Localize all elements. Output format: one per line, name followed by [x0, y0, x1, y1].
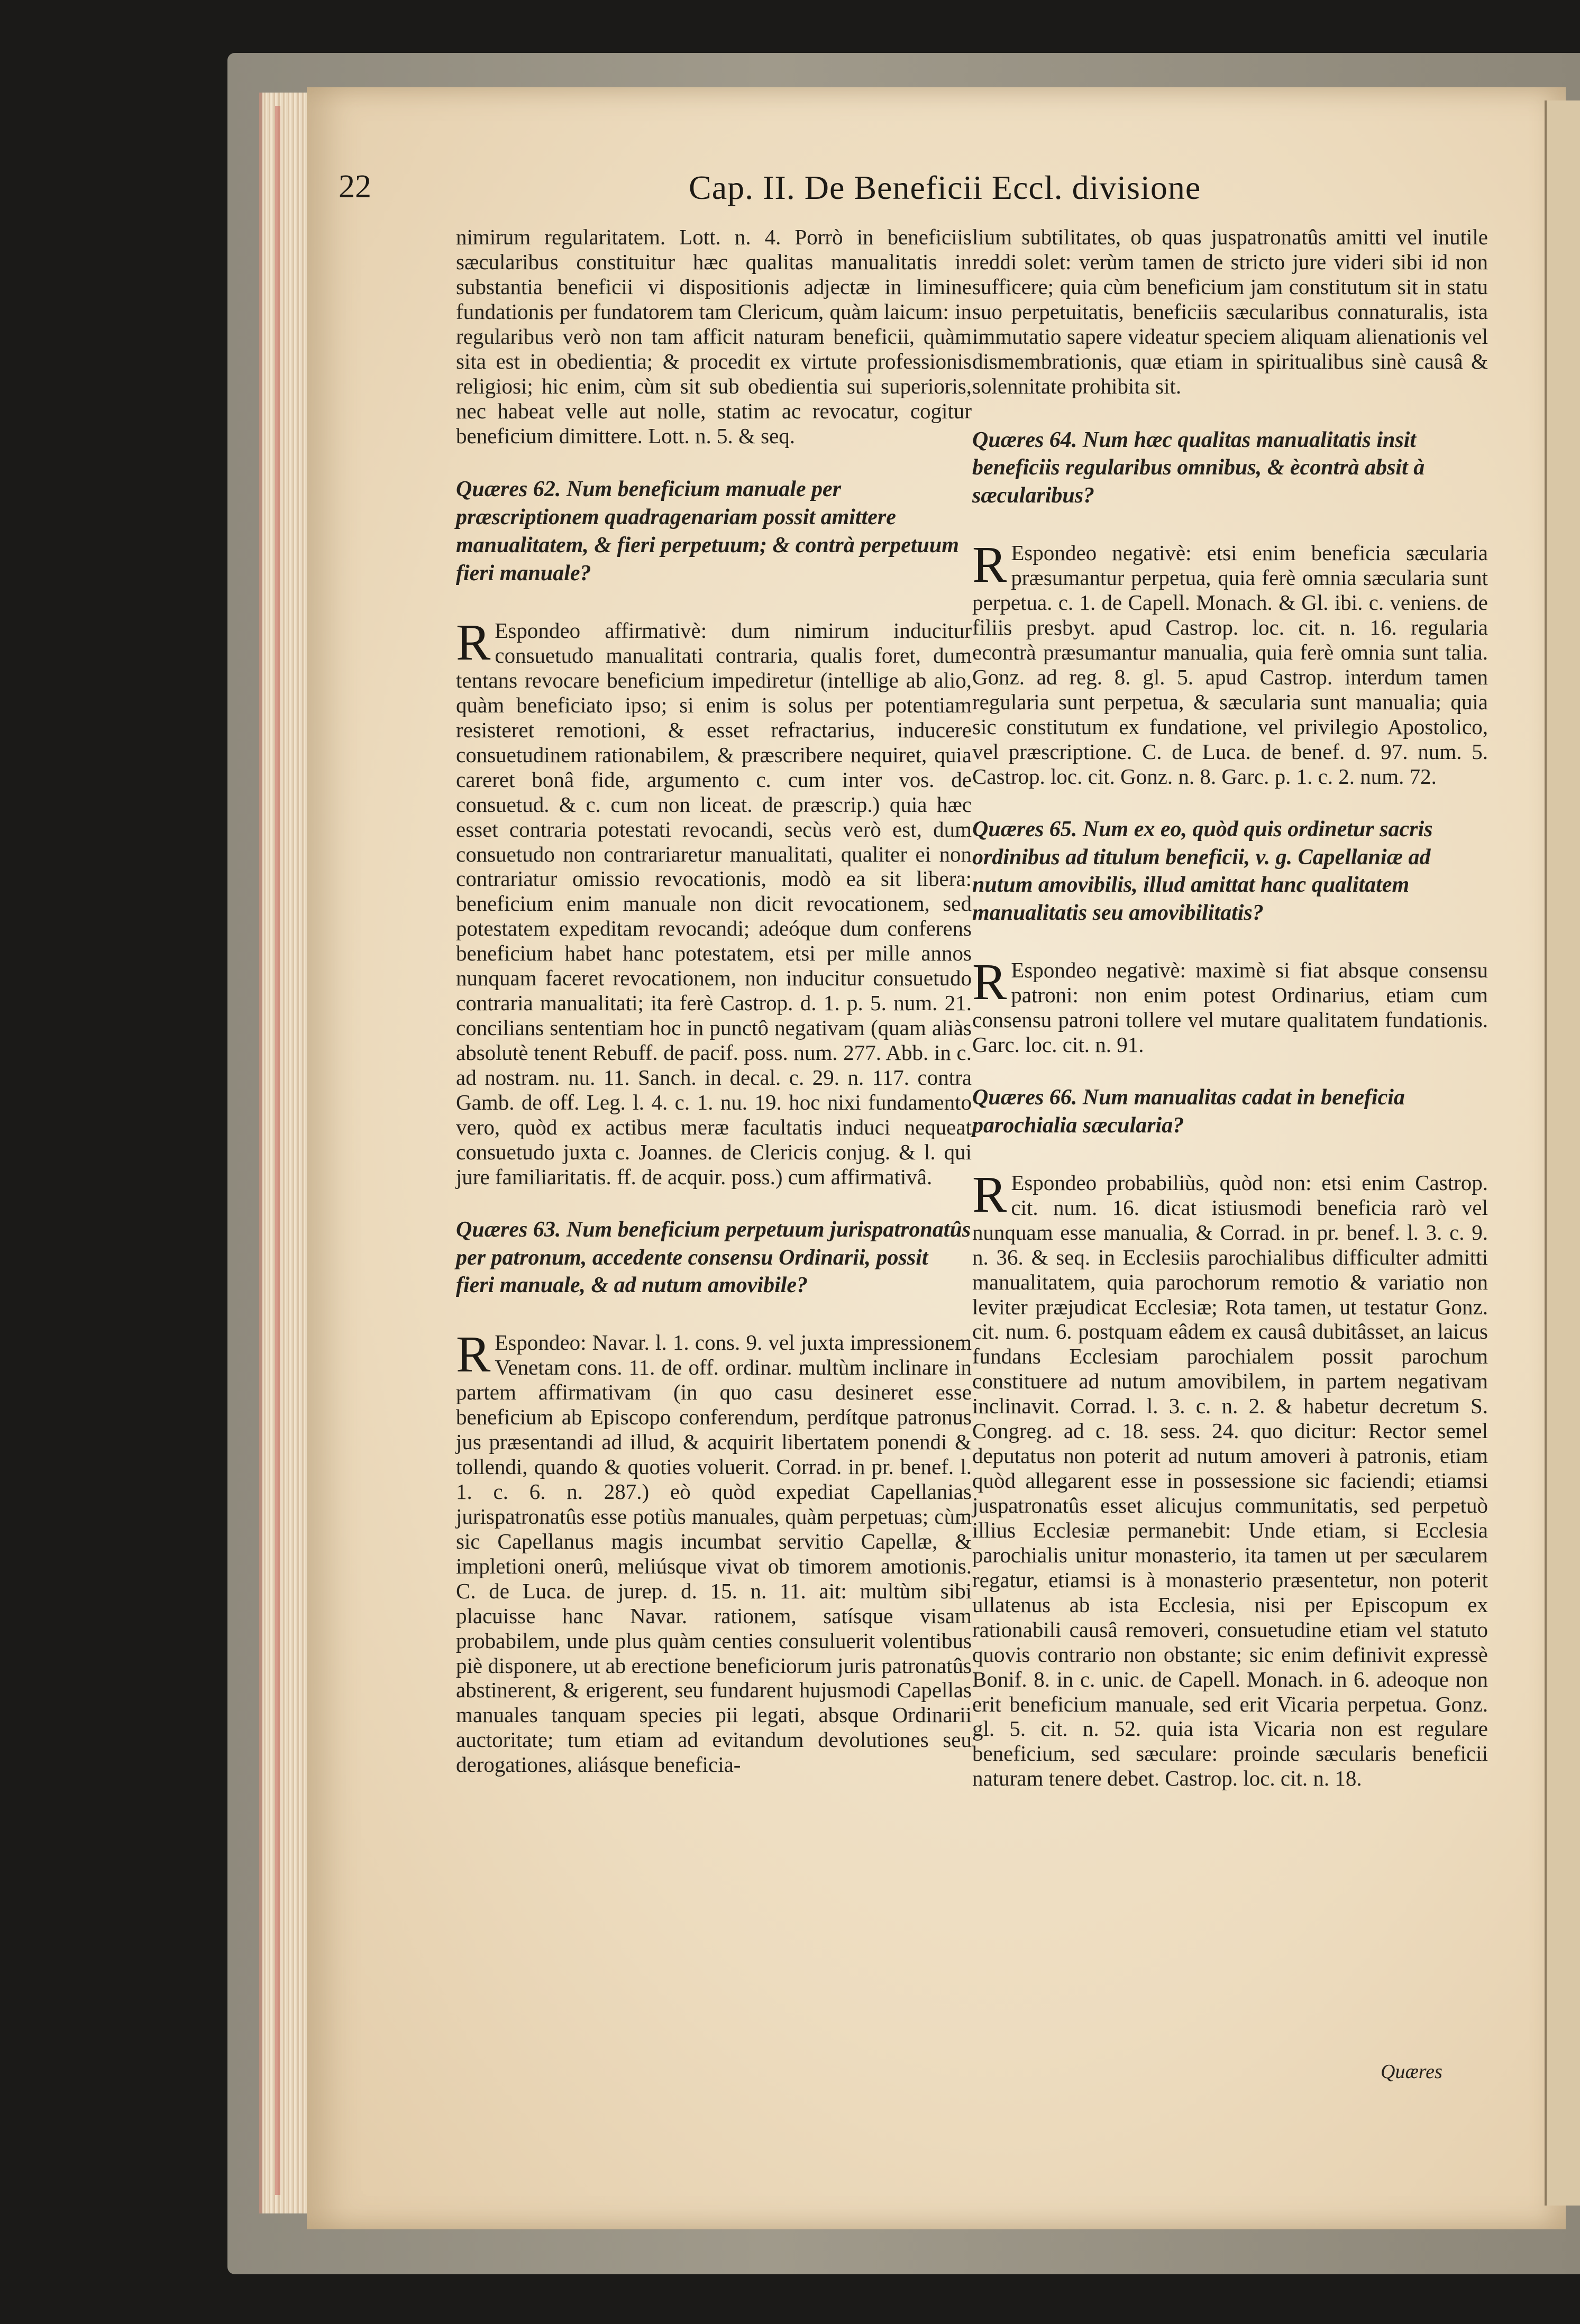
response-text: Espondeo affirmativè: dum nimirum inducitur consuetudo manualitati contraria, qualis foret, dum tentans revocare beneficium impediretur (intellige ab alio, quàm beneficiato ipso; si enim is solus per potentiam resisteret remotioni, & esset refractarius, inducere consuetudinem rationabilem, & præscribere nequiret, quia careret bonâ fide, argumento c. cum inter vos. de consuetud. & c. cum non liceat. de præscrip.) quia hæc esset contraria potestati revocandi, secùs verò est, dum consuetudo non contrariaretur manualitati, qualiter ei non contrariatur omissio revocationis, modò ea sit libera: beneficium enim manuale non dicit revocationem, sed potestatem expeditam revocandi; adeóque dum conferens beneficium habet hanc potestatem, etsi per mille annos nunquam faceret revocationem, non inducitur consuetudo contraria manualitati; ita ferè Castrop. d. 1. p. 5. num. 21. concilians sententiam hoc in punctô negativam (quam aliàs absolutè tenent Rebuff. de pacif. poss. num. 277. Abb. in c. ad nostram. nu. 11. Sanch. in decal. c. 29. n. 117. contra Gamb. de off. Leg. l. 4. c. 1. nu. 19. hoc nixi fundamento vero, quòd ex actibus meræ facultatis induci nequeat consuetudo juxta c. Joannes. de Clericis conjug. & l. qui jure familiaritatis. ff. de acquir. poss.) cum affirmativâ. — [456, 618, 972, 1189]
response-64 — [972, 536, 1488, 789]
question-label: Quæres 65. — [972, 817, 1077, 841]
response-62 — [456, 614, 972, 1190]
question-label: Quæres 62. — [456, 477, 561, 502]
page-header — [339, 168, 1534, 226]
catchword: Quæres — [1381, 2061, 1442, 2083]
response-text: Espondeo negativè: etsi enim beneficia sæcularia præsumantur perpetua, quia ferè omnia sæcularia sunt perpetua. c. 1. de Capell. Monach. & Gl. ibi. c. veniens. de filiis presbyt. apud Castrop. loc. cit. n. 16. regularia econtrà præsumantur manualia, quia ferè omnia sunt talia. Gonz. ad reg. 8. gl. 5. apud Castrop. interdum tamen regularia sunt perpetua, & sæcularia sunt manualia; quia sic constitutum ex fundatione, vel privilegio Apostolico, vel præscriptione. C. de Luca. de benef. d. 97. num. 5. Castrop. loc. cit. Gonz. n. 8. Garc. p. 1. c. 2. num. 72. — [972, 541, 1488, 789]
question-63 — [456, 1216, 972, 1300]
drop-cap: R — [972, 536, 1007, 594]
question-label: Quæres 66. — [972, 1085, 1077, 1110]
drop-cap: R — [972, 1166, 1007, 1223]
question-text: Num hæc qualitas manualitatis insit beneficiis regularibus omnibus, & ècontrà absit à sæcularibus? — [972, 427, 1425, 508]
question-label: Quæres 63. — [456, 1217, 561, 1242]
drop-cap: R — [972, 954, 1007, 1011]
question-66 — [972, 1084, 1488, 1140]
response-63 — [456, 1326, 972, 1777]
question-65 — [972, 816, 1488, 928]
right-column — [972, 225, 1488, 2108]
page-number: 22 — [339, 169, 371, 205]
paragraph-continuation: nimirum regularitatem. Lott. n. 4. Porrò in beneficiis sæcularibus constituitur hæc qualitas manualitatis in substantia beneficii vi dispositionis adjectæ in limine fundationis per fundatorem tam Clericum, quàm laicum: in regularibus verò non tam afficit naturam beneficii, quàm sita est in obedientia; & procedit ex virtute professionis religiosi; hic enim, cùm sit sub obedientia sui superioris, nec habeat velle aut nolle, statim ac revocatur, cogitur beneficium dimittere. Lott. n. 5. & seq. — [456, 225, 972, 448]
facing-page-edge — [1545, 100, 1580, 2206]
drop-cap: R — [456, 1326, 491, 1384]
response-text: Espondeo probabiliùs, quòd non: etsi enim Castrop. cit. num. 16. dicat istiusmodi beneficia rarò vel nunquam esse manualia, & Corrad. in pr. benef. l. 3. c. 9. n. 36. & seq. in Ecclesiis parochialibus difficulter admitti manualitatem, quia parochorum remotio & variatio non leviter præjudicat Ecclesiæ; Rota tamen, ut testatur Gonz. cit. num. 6. postquam eâdem ex causâ dubitâsset, an laicus fundans Ecclesiam parochialem possit parochum constituere ad nutum amovibilem, in partem negativam inclinavit. Corrad. l. 3. c. n. 2. & habetur decretum S. Congreg. ad c. 18. sess. 24. quo dicitur: Rector semel deputatus non poterit ad nutum amoveri à patronis, etiam quòd allegarent esse in possessione sic faciendi; etiamsi juspatronatûs esset alicujus communitatis, sed perpetuò illius Ecclesiæ permanebit: Unde etiam, si Ecclesia parochialis unitur monasterio, ita tamen ut per sæcularem regatur, etiamsi is à monasterio præsentetur, non poterit ullatenus ab ista Ecclesia, nisi per Episcopum ex rationabili causâ removeri, consuetudine etiam vel statuto quovis contrario non obstante; sic enim definivit expressè Bonif. 8. in c. unic. de Capell. Monach. in 6. adeoque non erit beneficium manuale, sed erit Vicaria perpetua. Gonz. gl. 5. cit. n. 52. quia ista Vicaria non est regulare beneficium, sed sæculare: proinde sæcularis beneficii naturam tenere debet. Castrop. loc. cit. n. 18. — [972, 1170, 1488, 1791]
question-text: Num beneficium manuale per præscriptionem quadragenariam possit amittere manualitatem, & fieri perpetuum; & contrà perpetuum fieri manuale? — [456, 477, 959, 586]
response-text: Espondeo: Navar. l. 1. cons. 9. vel juxta impressionem Venetam cons. 11. de off. ordinar. multùm inclinare in partem affirmativam (in quo casu desineret esse beneficium ab Episcopo conferendum, perdítque patronus jus præsentandi ad illud, & acquirit libertatem ponendi & tollendi, quando & quoties voluerit. Corrad. in pr. benef. l. 1. c. 6. n. 287.) eò quòd expediat Capellanias jurispatronatûs esse potiùs manuales, quàm perpetuas; cùm sic Capellanus magis incumbat servitio Capellæ, & impletioni onerû, meliúsque vivat ob timorem amotionis. C. de Luca. de jurep. d. 15. n. 11. ait: multùm sibi placuisse hanc Navar. rationem, satísque visam probabilem, unde plus quàm centies consuluerit volentibus piè disponere, ut ab erectione beneficiorum juris patronatûs abstinerent, & erigerent, seu fundarent hujusmodi Capellas manuales tanquam species pii legati, absque Ordinarii auctoritate; tum etiam ad evitandum devolutiones seu derogationes, aliásque beneficia- — [456, 1330, 972, 1777]
response-66 — [972, 1166, 1488, 1791]
drop-cap: R — [456, 614, 491, 672]
left-column — [456, 225, 972, 2108]
question-text: Num manualitas cadat in beneficia parochialia sæcularia? — [972, 1085, 1405, 1138]
paragraph-continuation: lium subtilitates, ob quas juspatronatûs amitti vel inutile reddi solet: verùm tamen de stricto jure videri sibi id non sufficere; quia cùm beneficium jam constitutum sit in statu suo perpetuitatis, beneficiis sæcularibus connaturalis, ista immutatio sapere videatur speciem aliquam alienationis vel dismembrationis, quæ etiam in spiritualibus sinè causâ & solennitate prohibita sit. — [972, 225, 1488, 398]
question-label: Quæres 64. — [972, 427, 1077, 452]
response-65 — [972, 954, 1488, 1057]
question-text: Num ex eo, quòd quis ordinetur sacris ordinibus ad titulum beneficii, v. g. Capellaniæ ad nutum amovibilis, illud amittat hanc qualitatem manualitatis seu amovibilitatis? — [972, 817, 1433, 926]
question-64 — [972, 426, 1488, 510]
response-text: Espondeo negativè: maximè si fiat absque consensu patroni: non enim potest Ordinarius, etiam cum consensu patroni tollere vel mutare qualitatem fundationis. Garc. loc. cit. n. 91. — [972, 958, 1488, 1057]
question-62 — [456, 475, 972, 588]
running-head: Cap. II. De Beneficii Eccl. divisione — [689, 169, 1201, 206]
red-edge-stripe — [275, 106, 280, 2195]
question-text: Num beneficium perpetuum jurispatronatûs per patronum, accedente consensu Ordinarii, possit fieri manuale, & ad nutum amovibile? — [456, 1217, 971, 1298]
